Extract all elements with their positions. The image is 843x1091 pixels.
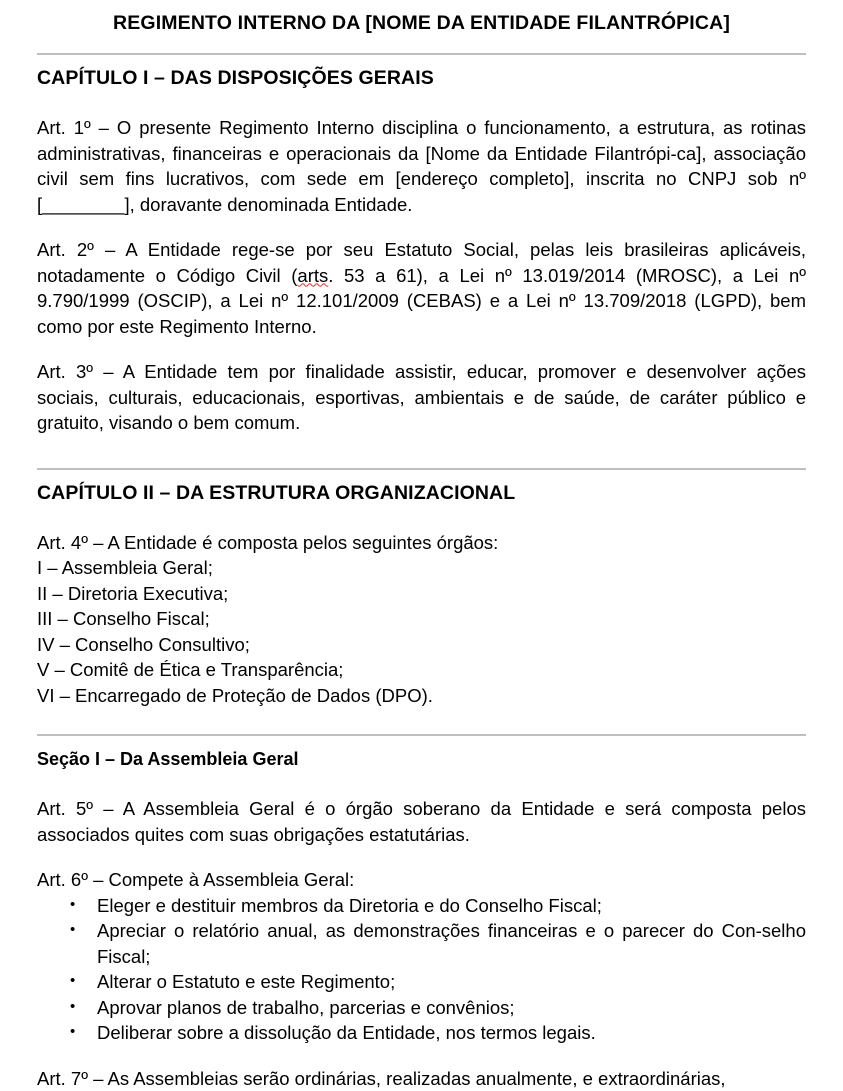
chapter-1-heading: CAPÍTULO I – DAS DISPOSIÇÕES GERAIS xyxy=(0,55,843,90)
list-item: III – Conselho Fiscal; xyxy=(37,606,806,632)
page-title: REGIMENTO INTERNO DA [NOME DA ENTIDADE FILANTRÓPICA] xyxy=(0,0,843,35)
spacer xyxy=(0,1046,843,1066)
article-5-paragraph: Art. 5º – A Assembleia Geral é o órgão soberano da Entidade e será composta pelos associados quites com suas obrigações estatutárias. xyxy=(0,796,843,847)
article-2-text-part-1: Art. 2º – A Entidade rege-se por seu Estatuto Social, pelas leis brasileiras aplicáveis, notadamente o Código Civil ( xyxy=(37,239,806,286)
chapter-2-heading: CAPÍTULO II – DA ESTRUTURA ORGANIZACIONAL xyxy=(0,470,843,505)
list-item: V – Comitê de Ética e Transparência; xyxy=(37,657,806,683)
list-item: • Apreciar o relatório anual, as demonstrações financeiras e o parecer do Con-selho Fiscal; xyxy=(0,918,806,969)
spacer xyxy=(0,436,843,450)
article-2-text-part-2: . 53 a 61), a Lei nº 13.019/2014 (MROSC), a Lei nº 9.790/1999 (OSCIP), a Lei nº 12.101/2009 (CEBAS) e a Lei nº 13.709/2018 (LGPD), bem como por este Regimento Interno. xyxy=(37,265,806,337)
article-7-paragraph: Art. 7º – As Assembleias serão ordinárias, realizadas anualmente, e extraordinárias, xyxy=(0,1066,843,1091)
spacer xyxy=(0,505,843,530)
list-item: • Alterar o Estatuto e este Regimento; xyxy=(0,969,806,995)
spacer xyxy=(0,847,843,867)
list-item: II – Diretoria Executiva; xyxy=(37,581,806,607)
spacer xyxy=(0,771,843,796)
list-item: IV – Conselho Consultivo; xyxy=(37,632,806,658)
article-1-paragraph: Art. 1º – O presente Regimento Interno disciplina o funcionamento, a estrutura, as rotinas administrativas, financeiras e operacionais da [Nome da Entidade Filantrópi-ca], associação civil sem fins lucrativos, com sede em [endereço completo], inscrita no CNPJ sob nº [________], doravante denominada Entidade. xyxy=(0,115,843,217)
list-item: • Deliberar sobre a dissolução da Entidade, nos termos legais. xyxy=(0,1020,806,1046)
list-item: I – Assembleia Geral; xyxy=(37,555,806,581)
assembly-powers-list xyxy=(0,893,843,1046)
list-item: • Aprovar planos de trabalho, parcerias e convênios; xyxy=(0,995,806,1021)
article-2-paragraph xyxy=(0,237,843,339)
article-6-paragraph: Art. 6º – Compete à Assembleia Geral: xyxy=(0,867,843,893)
list-item: VI – Encarregado de Proteção de Dados (DPO). xyxy=(37,683,806,709)
spellcheck-misspelled-word[interactable]: arts xyxy=(297,265,328,286)
spacer xyxy=(0,708,843,716)
spacer xyxy=(0,90,843,115)
list-item: • Eleger e destituir membros da Diretoria e do Conselho Fiscal; xyxy=(0,893,806,919)
organs-list xyxy=(0,555,843,708)
article-3-paragraph: Art. 3º – A Entidade tem por finalidade assistir, educar, promover e desenvolver ações sociais, culturais, educacionais, esportivas, ambientais e de saúde, de caráter público e gratuito, visando o bem comum. xyxy=(0,359,843,436)
spacer xyxy=(0,339,843,359)
article-4-paragraph: Art. 4º – A Entidade é composta pelos seguintes órgãos: xyxy=(0,530,843,556)
spacer xyxy=(0,217,843,237)
section-1-heading: Seção I – Da Assembleia Geral xyxy=(0,736,843,771)
